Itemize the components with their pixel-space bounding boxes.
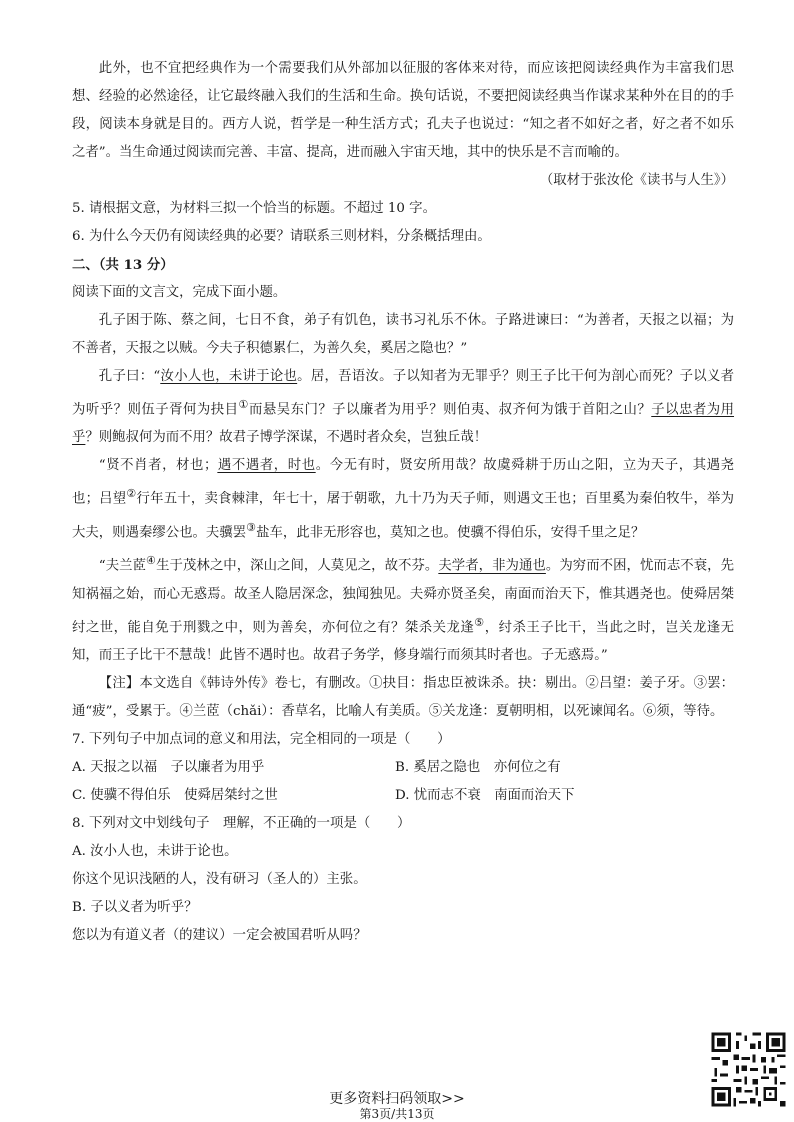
text-run: ，纣杀王子比干，当此之时，岂关龙逢无知，而王子比干不慧哉！此皆不遇时也。故君子务学，修身端行而须其时者也。子无惑焉。” bbox=[72, 620, 734, 664]
text-run: 。今无有时，贤安所用哉？故虞舜耕于历山之阳，立为天子，其遇尧也；吕望 bbox=[72, 458, 735, 507]
question-8: 8. 下列对文中划线句子 理解，不正确的一项是（ ） bbox=[72, 816, 411, 832]
option-a: A. 天报之以福 子以廉者为用乎 bbox=[72, 760, 265, 776]
text-run: 。居，吾语汝。子以知者为无罪乎？则王子比干何为剖心而死？子以义者为听乎？则伍子胥何为抉目 bbox=[72, 369, 734, 418]
page-footer bbox=[0, 1091, 794, 1121]
section-heading: 二、（共 13 分） bbox=[72, 257, 174, 273]
promo-link[interactable]: 更多资料扫码领取>> bbox=[329, 1091, 465, 1107]
q8-option-b-translation: 您以为有道义者（的建议）一定会被国君听从吗？ bbox=[72, 928, 367, 944]
question-7-options bbox=[72, 754, 734, 810]
page-number: 第3页/共13页 bbox=[359, 1107, 435, 1121]
q8-option-a: A. 汝小人也，未讲于论也。 bbox=[72, 844, 238, 860]
classical-para-2 bbox=[72, 363, 734, 452]
note-marker: ① bbox=[238, 398, 249, 411]
q8-option-a-translation: 你这个见识浅陋的人，没有研习（圣人的）主张。 bbox=[72, 872, 367, 888]
text-run: ？则鲍叔何为而不用？故君子博学深谋，不遇时者众矣，岂独丘哉！ bbox=[85, 430, 488, 446]
option-c: C. 使骥不得伯乐 使舜居桀纣之世 bbox=[72, 788, 278, 804]
text-run: 孔子曰：“ bbox=[98, 369, 161, 384]
note-marker: ③ bbox=[246, 520, 257, 534]
q8-option-b: B. 子以义者为听乎？ bbox=[72, 900, 198, 916]
annotation-notes: 【注】本文选自《韩诗外传》卷七，有删改。①抉目：指忠臣被诛杀。抉：剔出。②吕望：姜子牙。③罢：通“疲”，受累于。④兰茝（chǎi）：香草名，比喻人有美质。⑤关龙逢：夏朝明相，以死谏闻名。⑥须，等待。 bbox=[72, 676, 734, 720]
classical-para-3 bbox=[72, 452, 734, 547]
document-body bbox=[72, 55, 734, 950]
question-5: 5. 请根据文意，为材料三拟一个恰当的标题。不超过 10 字。 bbox=[72, 201, 436, 216]
classical-para-1: 孔子困于陈、蔡之间，七日不食，弟子有饥色，读书习礼乐不休。子路进谏曰：“为善者，天报之以福；为不善者，天报之以贼。今夫子积德累仁，为善久矣，奚居之隐也？” bbox=[72, 313, 734, 356]
instruction: 阅读下面的文言文，完成下面小题。 bbox=[72, 285, 287, 300]
paragraph-classics: 此外，也不宜把经典作为一个需要我们从外部加以征服的客体来对待，而应该把阅读经典作为丰富我们思想、经验的必然途径，让它最终融入我们的生活和生命。换句话说，不要把阅读经典当作谋求某种外在目的的手段，阅读本身就是目的。西方人说，哲学是一种生活方式；孔夫子也说过：“知之者不如好之者，好之者不如乐之者”。当生命通过阅读而完善、丰富、提高，进而融入宇宙天地，其中的快乐是不言而喻的。 bbox=[72, 61, 734, 160]
underlined-sentence-1: 汝小人也，未讲于论也 bbox=[160, 369, 298, 384]
underlined-sentence-4: 夫学者，非为通也 bbox=[438, 558, 546, 574]
note-marker: ② bbox=[126, 487, 137, 501]
underlined-sentence-3: 遇不遇者，时也 bbox=[217, 458, 316, 474]
note-marker: ④ bbox=[146, 554, 157, 568]
option-b: B. 奚居之隐也 亦何位之有 bbox=[395, 760, 561, 776]
text-run: 而悬吴东门？子以廉者为用乎？则伯夷、叔齐何为饿于首阳之山？ bbox=[248, 402, 652, 418]
note-marker: ⑤ bbox=[474, 615, 485, 629]
classical-para-4 bbox=[72, 547, 734, 670]
option-d: D. 忧而志不衰 南面而治天下 bbox=[395, 788, 575, 804]
text-run: 生于茂林之中，深山之间，人莫见之，故不芬。 bbox=[156, 558, 439, 574]
source-citation: （取材于张汝伦《读书与人生》） bbox=[539, 173, 734, 188]
underlined-sentence-2: 子以忠者为用乎 bbox=[72, 402, 735, 446]
question-7: 7. 下列句子中加点词的意义和用法，完全相同的一项是（ ） bbox=[72, 732, 451, 748]
text-run: “贤不肖者，材也； bbox=[98, 458, 218, 474]
question-6: 6. 为什么今天仍有阅读经典的必要？请联系三则材料，分条概括理由。 bbox=[72, 229, 491, 244]
text-run: 。为穷而不困，忧而志不衰，先知祸福之始，而心无惑焉。故圣人隐居深念，独闻独见。夫舜亦贤圣矣，南面而治天下，惟其遇尧也。使舜居桀纣之世，能自免于刑戮之中，则为善矣，亦何位之有？桀杀关龙逢 bbox=[72, 558, 734, 636]
text-run: 行年五十，卖食棘津，年七十，屠于朝歌，九十乃为天子师，则遇文王也；百里奚为秦伯牧牛，举为大夫，则遇秦缪公也。夫骥罢 bbox=[72, 491, 735, 541]
text-run: 盐车，此非无形容也，莫知之也。使骥不得伯乐，安得千里之足？ bbox=[256, 525, 645, 541]
text-run: “夫兰茝 bbox=[98, 558, 147, 574]
